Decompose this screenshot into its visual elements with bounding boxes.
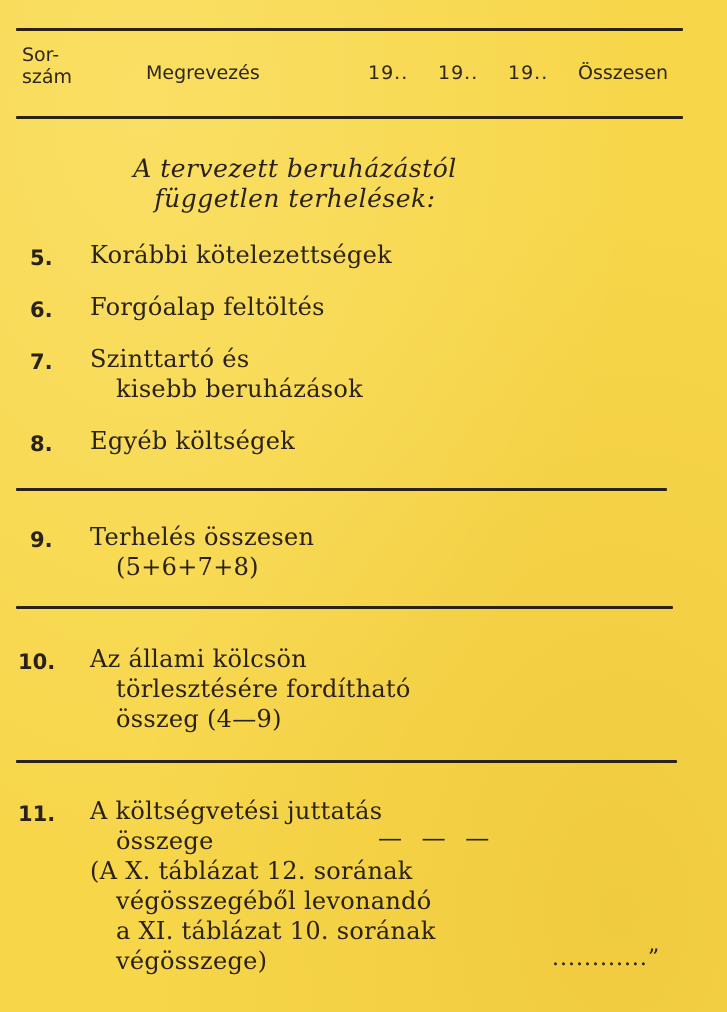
row-label-line: Az állami kölcsön <box>90 645 308 673</box>
header-bottom-rule <box>16 116 683 119</box>
row-label <box>90 644 411 734</box>
row-label-line: (5+6+7+8) <box>116 553 259 581</box>
row-label-line: törlesztésére fordítható <box>116 675 411 703</box>
row-label <box>90 426 295 456</box>
row-label <box>90 522 314 582</box>
row-label <box>90 796 436 976</box>
row-label <box>90 292 325 322</box>
separator-rule <box>16 488 667 491</box>
total-header: Összesen <box>578 62 669 84</box>
row-number: 8. <box>30 432 53 456</box>
section-title <box>0 154 590 214</box>
row-label-line: Szinttartó és <box>90 345 250 373</box>
row-label-line: kisebb beruházások <box>116 375 364 403</box>
row-label-line: A költségvetési juttatás <box>90 797 383 825</box>
row-label-line: összege <box>116 827 214 855</box>
row-number: 9. <box>30 528 53 552</box>
row-number: 11. <box>18 802 56 826</box>
separator-rule <box>16 760 677 763</box>
row-label-line: (A X. táblázat 12. sorának <box>90 857 413 885</box>
row-number: 6. <box>30 298 53 322</box>
row-label-line: összeg (4—9) <box>116 705 282 733</box>
separator-rule <box>16 606 673 609</box>
row-label-line: végösszegéből levonandó <box>116 887 432 915</box>
row-label-line: Forgóalap feltöltés <box>90 293 325 321</box>
serial-header-line-1: Sor- <box>22 44 60 66</box>
section-title-line-2: független terhelések: <box>154 184 436 213</box>
row-11-dots: ............” <box>552 946 661 971</box>
row-number: 7. <box>30 350 53 374</box>
year-header-2: 19.. <box>438 62 479 84</box>
row-label-line: Terhelés összesen <box>90 523 315 551</box>
row-label <box>90 240 392 270</box>
row-11-dashes: — — — <box>378 824 496 852</box>
serial-number-header <box>22 44 72 88</box>
row-label <box>90 344 363 404</box>
section-title-line-1: A tervezett beruházástól <box>133 154 457 183</box>
serial-header-line-2: szám <box>22 66 73 88</box>
row-number: 5. <box>30 246 53 270</box>
row-label-line: Egyéb költségek <box>90 427 296 455</box>
row-number: 10. <box>18 650 56 674</box>
name-header: Megrevezés <box>146 62 260 84</box>
top-rule <box>16 28 683 31</box>
year-header-1: 19.. <box>368 62 409 84</box>
row-label-line: a XI. táblázat 10. sorának <box>116 917 436 945</box>
row-label-line: végösszege) <box>116 947 268 975</box>
row-label-line: Korábbi kötelezettségek <box>90 241 392 269</box>
year-header-3: 19.. <box>508 62 549 84</box>
